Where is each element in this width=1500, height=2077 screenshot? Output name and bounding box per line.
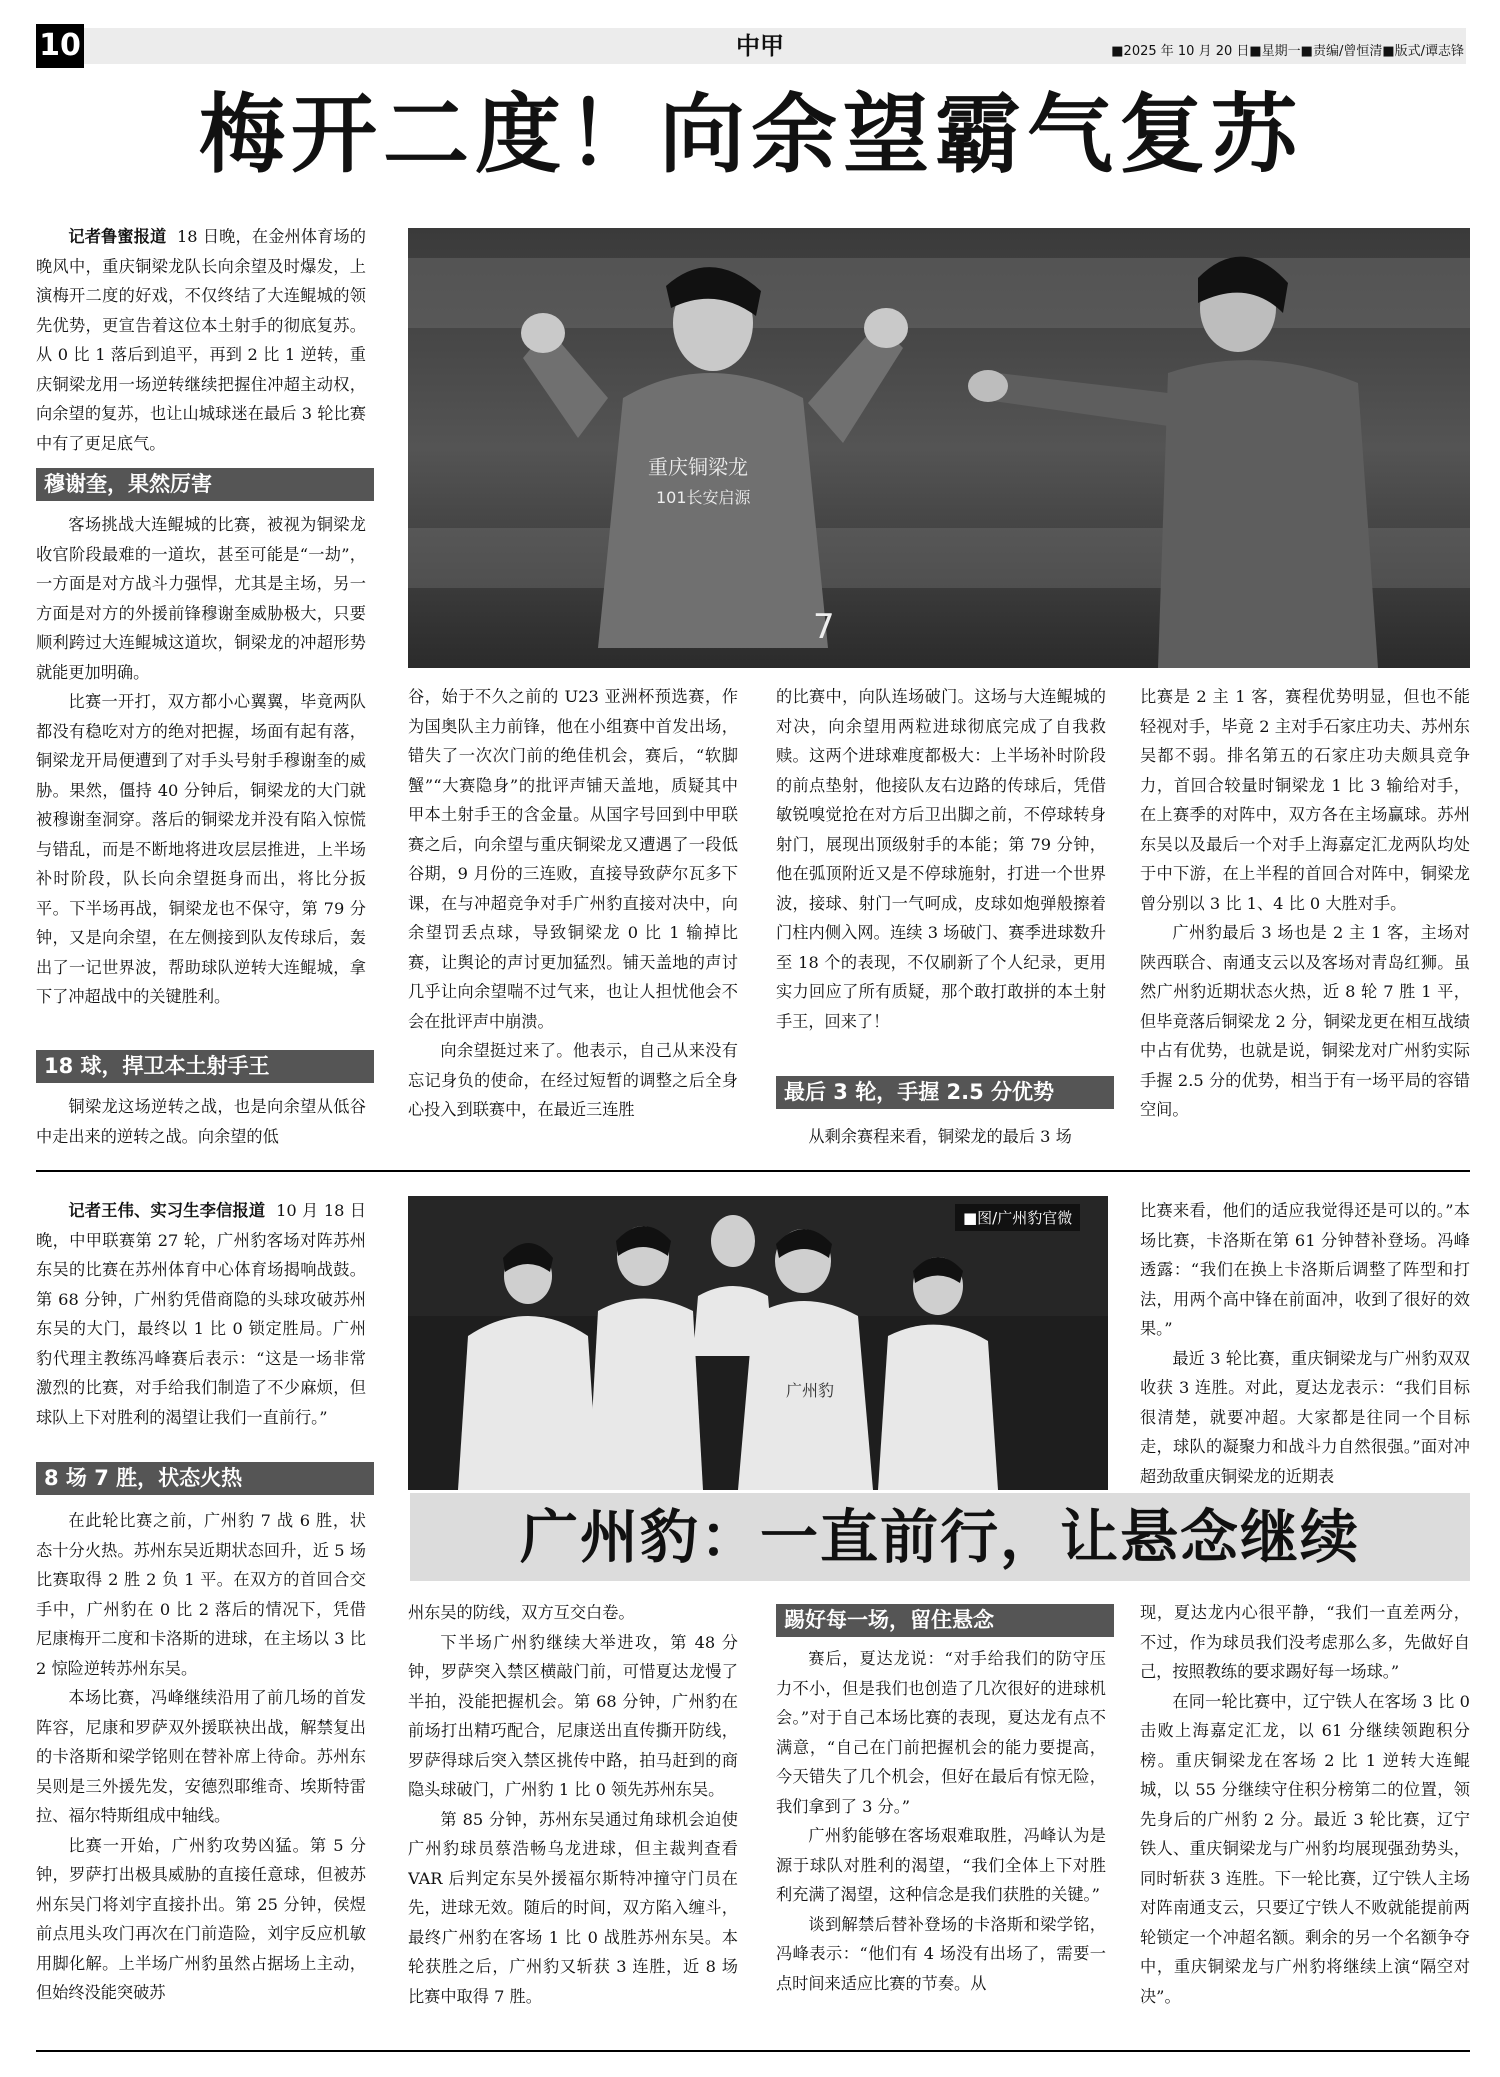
story2-col2: [408, 1598, 738, 2036]
story2-paragraph: 在此轮比赛之前，广州豹 7 战 6 胜，状态十分火热。苏州东吴近期状态回升，近 5 场比赛取得 2 胜 2 负 1 平。在双方的首回合交手中，广州豹在 0 比 2 落后的情况下，凭借尼康梅开二度和卡洛斯的进球，在主场以 3 比 2 惊险逆转苏州东吴。: [36, 1511, 366, 1678]
story2-paragraph: 比赛来看，他们的适应我觉得还是可以的。”本场比赛，卡洛斯在第 61 分钟替补登场。冯峰透露：“我们在换上卡洛斯后调整了阵型和打法，用两个高中锋在前面冲，收到了很好的效果。”: [1140, 1201, 1470, 1338]
story2-paragraph: 谈到解禁后替补登场的卡洛斯和梁学铭，冯峰表示：“他们有 4 场没有出场了，需要一点时间来适应比赛的节奏。从: [776, 1914, 1106, 1993]
story1-col1-top: [36, 222, 366, 462]
story1-paragraph: 谷，始于不久之前的 U23 亚洲杯预选赛，作为国奥队主力前锋，他在小组赛中首发出场，错失了一次次门前的绝佳机会，赛后，“软脚蟹”“大赛隐身”的批评声铺天盖地，质疑其中甲本土射手王的含金量。从国字号回到中甲联赛之后，向余望与重庆铜梁龙又遭遇了一段低谷期，9 月份的三连败，直接导致萨尔瓦多下课，在与冲超竞争对手广州豹直接对决中，向余望罚丢点球，导致铜梁龙 0 比 1 输掉比赛，让舆论的声讨更加猛烈。铺天盖地的声讨几乎让向余望喘不过气来，也让人担忧他会不会在批评声中崩溃。: [408, 687, 738, 1031]
dateline: ■2025 年 10 月 20 日■星期一■责编/曾恒清■版式/谭志锋: [1111, 44, 1464, 59]
story2-col1-bottom: [36, 1506, 366, 2036]
story1-paragraph: 的比赛中，向队连场破门。这场与大连鲲城的对决，向余望用两粒进球彻底完成了自我救赎。这两个进球难度都极大：上半场补时阶段的前点垫射，他接队友右边路的传球后，凭借敏锐嗅觉抢在对方后卫出脚之前，不停球转身射门，展现出顶级射手的本能；第 79 分钟，他在弧顶附近又是不停球施射，打进一个世界波，接球、射门一气呵成，皮球如炮弹般擦着门柱内侧入网。连续 3 场破门、赛季进球数升至 18 个的表现，不仅刷新了个人纪录，更用实力回应了所有质疑，那个敢打敢拼的本土射手王，回来了！: [776, 687, 1106, 1031]
section-title: 中甲: [736, 32, 784, 60]
story2-photo: [408, 1196, 1108, 1490]
story2-col3: [776, 1644, 1106, 2036]
story1-col3-bottom: [776, 1122, 1106, 1154]
page-bottom-rule: [36, 2050, 1470, 2052]
story1-col4: [1140, 682, 1470, 1152]
shirt-text: 重庆铜梁龙: [648, 455, 748, 479]
story2-subhead-1: 8 场 7 胜，状态火热: [36, 1462, 374, 1495]
story2-paragraph: 在同一轮比赛中，辽宁铁人在客场 3 比 0 击败上海嘉定汇龙，以 61 分继续领跑积分榜。重庆铜梁龙在客场 2 比 1 逆转大连鲲城，以 55 分继续守住积分榜第二的位置，领先身后的广州豹 2 分。最近 3 轮比赛，辽宁铁人、重庆铜梁龙与广州豹均展现强劲势头，同时斩获 3 连胜。下一轮比赛，辽宁铁人主场对阵南通支云，只要辽宁铁人不败就能提前两轮锁定一个冲超名额。剩余的另一个名额争夺中，重庆铜梁龙与广州豹将继续上演“隔空对决”。: [1140, 1691, 1470, 2006]
story2-col1-top: [36, 1196, 366, 1458]
story2-paragraph: 第 85 分钟，苏州东吴通过角球机会迫使广州豹球员蔡浩畅乌龙进球，但主裁判查看 VAR 后判定东吴外援福尔斯特冲撞守门员在先，进球无效。随后的时间，双方陷入缠斗，最终广州豹在客场 1 比 0 战胜苏州东吴。本轮获胜之后，广州豹又斩获 3 连胜，近 8 场比赛中取得 7 胜。: [408, 1809, 738, 2006]
story1-col3: [776, 682, 1106, 1062]
story2-paragraph: 10 月 18 日晚，中甲联赛第 27 轮，广州豹客场对阵苏州东吴的比赛在苏州体育中心体育场揭响战鼓。第 68 分钟，广州豹凭借商隐的头球攻破苏州东吴的大门，最终以 1 比 0 锁定胜局。广州豹代理主教练冯峰赛后表示：“这是一场非常激烈的比赛，对手给我们制造了不少麻烦，但球队上下对胜利的渴望让我们一直前行。”: [36, 1201, 366, 1427]
story2-paragraph: 本场比赛，冯峰继续沿用了前几场的首发阵容，尼康和罗萨双外援联袂出战，解禁复出的卡洛斯和梁学铭则在替补席上待命。苏州东吴则是三外援先发，安德烈耶维奇、埃斯特雷拉、福尔特斯组成中轴线。: [36, 1688, 366, 1825]
story2-paragraph: 州东吴的防线，双方互交白卷。: [408, 1603, 635, 1622]
story1-subhead-2: 18 球，捍卫本土射手王: [36, 1050, 374, 1083]
team-celebration-illustration: [408, 1196, 1108, 1490]
shirt-sponsor: 101长安启源: [656, 488, 751, 507]
story1-subhead-1: 穆谢奎，果然厉害: [36, 468, 374, 501]
story1-paragraph: 比赛是 2 主 1 客，赛程优势明显，但也不能轻视对手，毕竟 2 主对手石家庄功夫、苏州东吴都不弱。排名第五的石家庄功夫颇具竞争力，首回合较量时铜梁龙 1 比 3 输给对手，在上赛季的对阵中，双方各在主场赢球。苏州东吴以及最后一个对手上海嘉定汇龙两队均处于中下游，在上半程的首回合对阵中，铜梁龙曾分别以 3 比 1、4 比 0 大胜对手。: [1140, 687, 1470, 913]
photo-credit: ■图/广州豹官微: [955, 1204, 1080, 1231]
story2-headline: 广州豹：一直前行，让悬念继续: [410, 1493, 1470, 1581]
story2-paragraph: 比赛一开始，广州豹攻势凶猛。第 5 分钟，罗萨打出极具威胁的直接任意球，但被苏州东吴门将刘宇直接扑出。第 25 分钟，侯煜前点甩头攻门再次在门前造险，刘宇反应机敏用脚化解。上半场广州豹虽然占据场上主动，但始终没能突破苏: [36, 1835, 366, 2002]
story2-paragraph: 现，夏达龙内心很平静，“我们一直差两分，不过，作为球员我们没考虑那么多，先做好自己，按照教练的要求踢好每一场球。”: [1140, 1603, 1470, 1681]
shirt-number: 7: [813, 607, 835, 647]
shirt-text: 广州豹: [786, 1381, 835, 1400]
story2-byline: 记者王伟、实习生李信报道: [68, 1201, 266, 1220]
story1-photo: [408, 228, 1470, 668]
story1-paragraph: 铜梁龙这场逆转之战，也是向余望从低谷中走出来的逆转之战。向余望的低: [36, 1097, 366, 1146]
story-divider: [36, 1170, 1470, 1172]
story2-paragraph: 广州豹能够在客场艰难取胜，冯峰认为是源于球队对胜利的渴望，“我们全体上下对胜利充满了渴望，这种信念是我们获胜的关键。”: [776, 1826, 1106, 1904]
story2-paragraph: 最近 3 轮比赛，重庆铜梁龙与广州豹双双收获 3 连胜。对此，夏达龙表示：“我们目标很清楚，就要冲超。大家都是往同一个目标走，球队的凝聚力和战斗力自然很强。”面对冲超劲敌重庆铜梁龙的近期表: [1140, 1348, 1470, 1486]
story2-paragraph: 下半场广州豹继续大举进攻，第 48 分钟，罗萨突入禁区横敲门前，可惜夏达龙慢了半拍，没能把握机会。第 68 分钟，广州豹在前场打出精巧配合，尼康送出直传撕开防线，罗萨得球后突入禁区挑传中路，拍马赶到的商隐头球破门，广州豹 1 比 0 领先苏州东吴。: [408, 1632, 738, 1799]
story1-paragraph: 18 日晚，在金州体育场的晚风中，重庆铜梁龙队长向余望及时爆发，上演梅开二度的好戏，不仅终结了大连鲲城的领先优势，更宣告着这位本土射手的彻底复苏。从 0 比 1 落后到追平，再到 2 比 1 逆转，重庆铜梁龙用一场逆转继续把握住冲超主动权，向余望的复苏，也让山城球迷在最后 3 轮比赛中有了更足底气。: [36, 227, 366, 453]
story1-col1-mid: [36, 510, 366, 1048]
story1-paragraph: 向余望挺过来了。他表示，自己从来没有忘记身负的使命，在经过短暂的调整之后全身心投入到联赛中，在最近三连胜: [408, 1041, 738, 1119]
story1-subhead-3: 最后 3 轮，手握 2.5 分优势: [776, 1076, 1114, 1109]
story1-headline: 梅开二度！向余望霸气复苏: [199, 85, 1303, 185]
story1-paragraph: 客场挑战大连鲲城的比赛，被视为铜梁龙收官阶段最难的一道坎，甚至可能是“一劫”，一方面是对方战斗力强悍，尤其是主场，另一方面是对方的外援前锋穆谢奎威胁极大，只要顺利跨过大连鲲城这道坎，铜梁龙的冲超形势就能更加明确。: [36, 515, 366, 682]
story1-paragraph: 从剩余赛程来看，铜梁龙的最后 3 场: [808, 1127, 1072, 1146]
story1-byline: 记者鲁蜜报道: [68, 227, 167, 246]
story1-paragraph: 比赛一开打，双方都小心翼翼，毕竟两队都没有稳吃对方的绝对把握，场面有起有落，铜梁龙开局便遭到了对手头号射手穆谢奎的威胁。果然，僵持 40 分钟后，铜梁龙的大门就被穆谢奎洞穿。落后的铜梁龙并没有陷入惊慌与错乱，而是不断地将进攻层层推进，上半场补时阶段，队长向余望挺身而出，将比分扳平。下半场再战，铜梁龙也不保守，第 79 分钟，又是向余望，在左侧接到队友传球后，轰出了一记世界波，帮助球队逆转大连鲲城，拿下了冲超战中的关键胜利。: [36, 692, 366, 1006]
page-number: 10: [36, 24, 84, 68]
story1-col1-bottom: [36, 1092, 366, 1152]
story2-col4-top: [1140, 1196, 1470, 1490]
story2-subhead-2: 踢好每一场，留住悬念: [776, 1604, 1114, 1637]
story1-paragraph: 广州豹最后 3 场也是 2 主 1 客，主场对陕西联合、南通支云以及客场对青岛红狮。虽然广州豹近期状态火热，近 8 轮 7 胜 1 平，但毕竟落后铜梁龙 2 分，铜梁龙更在相互战绩中占有优势，也就是说，铜梁龙对广州豹实际手握 2.5 分的优势，相当于有一场平局的容错空间。: [1140, 923, 1470, 1119]
celebration-photo-illustration: [408, 228, 1470, 668]
story2-col4-bottom: [1140, 1598, 1470, 2036]
story1-col2: [408, 682, 738, 1152]
story2-paragraph: 赛后，夏达龙说：“对手给我们的防守压力不小，但是我们也创造了几次很好的进球机会。”对于自己本场比赛的表现，夏达龙有点不满意，“自己在门前把握机会的能力要提高，今天错失了几个机会，但好在最后有惊无险，我们拿到了 3 分。”: [776, 1649, 1106, 1816]
